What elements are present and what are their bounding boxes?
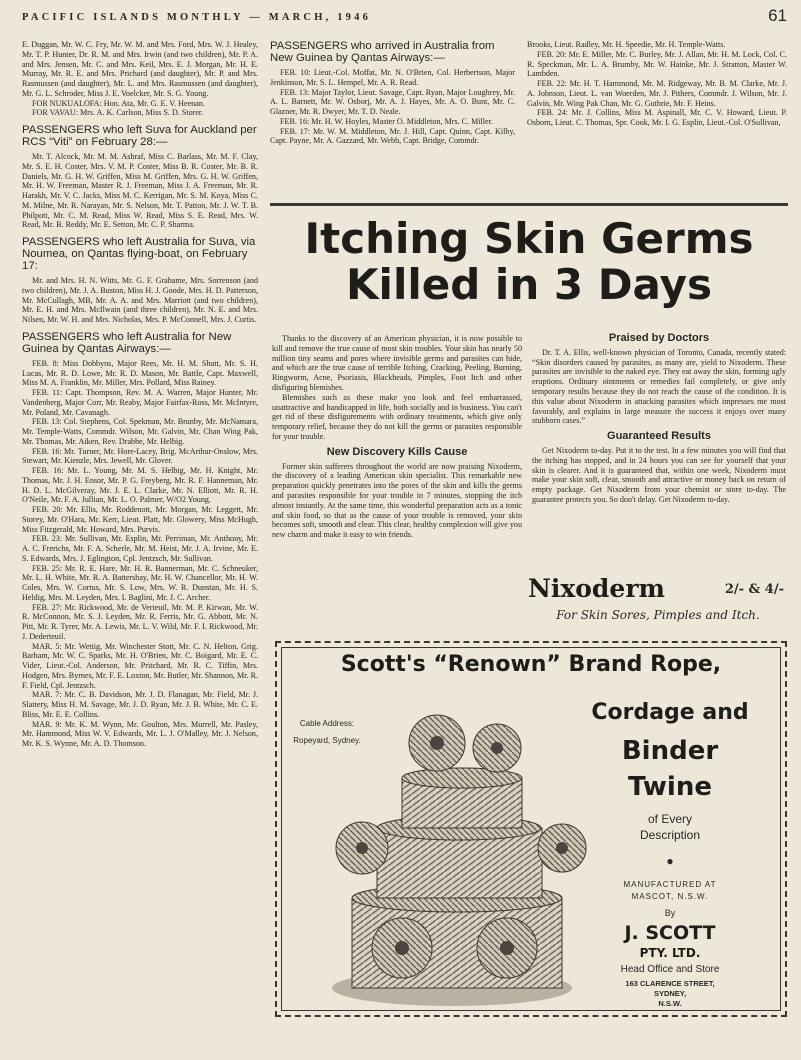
list-item: FEB. 17: Mr. W. M. Middleton, Mr. J. Hill, Capt. Quinn, Capt. Kilby, Capt. Payne, Mr. A. Gazzard, Mr. Webb, Capt. Bridge, Commdr. [270, 126, 515, 146]
ad-body-right [532, 334, 786, 505]
passenger-list-continued: E. Duggan, Mr. W. C. Fry, Mr. W. M. and Mrs. Ford, Mrs. W. J. Healey, Mr. T. P. Hunter, Dr. R. M. and Mrs. Irwin (and two children), Mr. P. A. and Mrs. Jensen, Mr. C. and Mrs. Keil, Mrs. E. J. Morgan, Mr. H. E. Murray, Mr. R. E. and Mrs. Prichard (and daughter), Mr. P. and Mrs. Rasmussen (and daughter), Mr. L. and Mrs. Rasmussen (and daughter), Mr. G. L. Schroder, Miss J. E. Voelcker, Mr. S. G. Young. [22, 40, 258, 98]
ad-body-left [272, 334, 522, 540]
head-office-label: Head Office and Store [620, 964, 720, 975]
page-number: 61 [768, 6, 787, 25]
list-item: FEB. 10: Lieut.-Col. Moffat, Mr. N. O'Brien, Col. Herbertson, Major Jenkinson, Mr. S. L. Hempel, Mr. A. R. Read. [270, 68, 515, 87]
subhead-new-discovery: New Discovery Kills Cause [326, 445, 468, 458]
cable-value: Ropeyard, Sydney. [293, 736, 361, 745]
list-item: MAR. 9: Mr. K. M. Wynn, Mr. Goulton, Mrs. Murrell, Mr. Pasley, Mr. Hammond, Miss W. V. Edwards, Mr. L. J. O'Malley, Mr. J. Nelson, Mr. K. S. Wynne, Mr. A. D. Thomson. [22, 719, 258, 748]
list-item: MAR. 5: Mr. Wettig, Mr. Winchester Stott, Mr. C. N. Helton, Grig. Barham, Mr. W. C. Sparks, Mr. H. O'Brien, Mr. C. Boigard, Mr. E. C. Vider, Lieut.-Col. Anderson, Mr. Pritchard, Mr. R. C. Tiffin, Mrs. Hodgen, Mrs. Byrnes, Mr. F. E. Loxton, Mr. Butler, Mr. Shannon, Mr. R. F. Field, Cpl. Jentzsch. [22, 641, 258, 690]
brand-name: Nixoderm [528, 574, 665, 603]
ad-line-of-every: of Every [647, 812, 692, 826]
subhead-praised: Praised by Doctors [608, 332, 710, 344]
page-header [22, 6, 787, 28]
passenger-list-suva-noumea: Mr. and Mrs. H. N. Witts, Mr. G. F. Grahame, Mrs. Sorrenson (and two children), Mr. J. A. Buston, Miss H. J. Goode, Mrs. H. D. Patterson, Mr. McCullagh, MB, Mr. A. A. and Mrs. Marriott (and two children), Mr. E. H. and Mrs. McIlwain (and three children), Mr. N. E. and Mrs. Nilsen, Mr. W. H. and Mrs. Nicholas, Mrs. P. McConnell, Mrs. J. Curtis. [22, 276, 258, 324]
list-item: FEB. 24: Mr. J. Collins, Miss M. Aspinall, Mr. C. V. Howard, Lieut. P. Osborn, Lieut. C. Thomas, Spr. Cook, Mr. I. G. Esplin, Lieut.-Col. O'Sullivan, [527, 108, 787, 127]
list-item: FEB. 25: Mr. R. E. Hare, Mr. H. R. Bannerman, Mr. C. Schneuker, Mr. L. H. White, Mr. R. A. Battersbay, Mr. H. W. Chancellor, Mr. H. W. Coles, Mrs. W. Cortus, Mr. S. Low, Mrs. W. R. Dunstan, Mr. H. S. Heldig, Mrs. M. Leyden, Mrs. I. Baglini, Mr. J. C. Archer. [22, 563, 258, 602]
headline-line-1: Itching Skin Germs [304, 214, 754, 263]
cable-label: Cable Address: [299, 719, 355, 728]
list-item: FEB. 13: Col. Stephens, Col. Spekman, Mr. Brunby, Mr. McNamara, Mr. Temple-Watts, Commdr. Wilson, Mr. Galvin, Mr. Chan Wing Pak, Mr. Thomas, Mr. Aiken, Rev. Drabbe, Mr. Helbig. [22, 417, 258, 446]
bullet-icon: ● [666, 854, 674, 868]
list-item: FEB. 27: Mr. Rickwood, Mr. de Verteuil, Mr. M. P. Kirwan, Mr. W. R. McConnon, Mr. S. J. Leyden, Mr. R. Ferris, Mr. G. Abbott, Mr. N. Pitt, Mr. R. Tyrer, Mr. A. Lewis, Mr. L. V. Wild, Mr. F. I. Rickwood, Mr. J. Dederteuil. [22, 602, 258, 641]
section-title-arrivals: PASSENGERS who arrived in Australia from New Guinea by Qantas Airways:— [270, 40, 495, 64]
company-suffix: PTY. LTD. [639, 946, 701, 960]
nixoderm-advertisement [270, 203, 788, 631]
headline-line-2: Killed in 3 Days [346, 260, 712, 309]
subhead-guaranteed: Guaranteed Results [607, 430, 711, 443]
column-3 [527, 40, 787, 128]
passenger-list-nukualofa: FOR NUKUALOFA: Hon. Ata, Mr. G. E. V. Heenan. [32, 98, 205, 108]
list-item: FEB. 16: Mr. Turner, Mr. Hore-Lacey, Brig. McArthur-Onslow, Mrs. Stewart, Mr. Kienzle, Mrs. Jewell, Mr. Glover. [22, 446, 258, 466]
ad-line-binder: Binder [621, 736, 719, 766]
ad-headline [270, 216, 788, 308]
ad-line-description: Description [639, 828, 701, 842]
list-item: MAR. 7: Mr. C. B. Davidson, Mr. J. D. Flanagan, Mr. Field, Mr. J. Slattery, Miss H. M. Savage, Mr. J. D. Ryan, Mr. J. B. White, Mr. C. E. Bliss, Mr. E. E. Collins. [22, 690, 258, 719]
ad-paragraph: Get Nixoderm to-day. Put it to the test. In a few minutes you will find that the itching has stopped, and in 24 hours you can see for yourself that your skin is clearer. And it is guaranteed that, within one week, Nixoderm must make your skin soft, clear, smooth and attractive or money back on return of empty package. Get Nixoderm from your chemist or store to-day. The guarantee protects you. So don't delay. Get Nixoderm to-day. [532, 445, 786, 504]
section-title-viti: PASSENGERS who left Suva for Auckland per RCS “Viti” on February 28:— [22, 124, 257, 148]
scott-rope-advertisement [275, 641, 787, 1017]
list-item: FEB. 8: Miss Dobbyns, Major Rees, Mr. H. M. Shutt, Mr. S. H. Lucas, Mr. R. D. Lowe, Mr. R. D. Mason, Mr. Battle, Capt. Maxwell, Miss M. A. Franklin, Mr. Miller, Mrs. Pollard, Miss Rainey. [22, 358, 258, 388]
section-title-new-guinea-departures: PASSENGERS who left Australia for New Guinea by Qantas Airways:— [22, 330, 232, 355]
list-item: FEB. 20: Mr. E. Miller, Mr. C. Burley, Mr. J. Allan, Mr. H. M. Lock, Col. C. R. Speckman, Mr. L. A. Brumby, Mr. W. Hainke, Mr. J. Stratton, Master W. Lambden. [527, 49, 787, 79]
list-item: FEB. 16: Mr. H. W. Hoyles, Master O. Middleton, Mrs. C. Miller. [280, 116, 493, 126]
price: 2/- & 4/- [724, 582, 784, 597]
by-label: By [664, 908, 676, 918]
address-line-2: SYDNEY, [653, 989, 687, 998]
ad-paragraph: Dr. T. A. Ellis, well-known physician of Toronto, Canada, recently stated: “Skin disorders caused by parasites, as many are, yield to Nixoderm. These parasites are invisible to the naked eye. They eat away the skin, forming ugly eruptions. Ordinary ointments or remedies fail completely, or give only temporary results because they do not reach the cause of the condition. It is this value about Nixoderm in attacking parasites which impresses me most favorably, and explains in large measure the success it enjoys over many stubborn cases.” [532, 347, 786, 426]
passenger-list-vavau: FOR VAVAU: Mrs. A. K. Carlson, Miss S. D. Storer. [32, 108, 204, 118]
list-item: FEB. 16: Mr. L. Young, Mr. M. S. Helbig, Mr. H. Knight, Mr. Thomas, Mr. J. H. Ensor, Mr. P. G. Freyberg, Mr. R. F. Hanneman, Mr. H. D. L. McGilveray, Mr. J. E. L. Clarke, Mr. N. Elliott, Mr. R. H. O'Neile, Mr. F. A. Jullian, Mr. L. O. Palmer, W/O2 Young. [22, 466, 258, 505]
list-item: FEB. 13: Major Taylor, Lieut. Savage, Capt. Ryan, Major Loughrey, Mr. A. L. Barnett, Mr. W. Osborj, Mr. A. J. Hayes, Mr. A. O. Bunt, Mr. C. Glazner, Mr. R. Dwyer, Mr. T. D. Neale. [270, 87, 515, 116]
ad-title: Scott's “Renown” Brand Rope, [340, 652, 722, 677]
list-item: Brooks, Lieut. Radley, Mr. H. Speedie, Mr. H. Temple-Watts. [527, 40, 726, 49]
company-name: J. SCOTT [624, 922, 716, 944]
address-line-3: N.S.W. [658, 999, 682, 1008]
ad-line-cordage: Cordage and [591, 700, 749, 725]
ad-paragraph: Thanks to the discovery of an American physician, it is now possible to kill and remove the true cause of most skin troubles. Your skin has nearly 50 million tiny seams and pores where invisible germs and parasites can hide, and which are the true cause of terrible Itching, Cracking, Peeling, Burning, Ringworm, Acne, Psoriasis, Blackheads, Pimples, Foot Itch and other disfiguring blemishes. [272, 334, 522, 392]
column-1 [22, 40, 258, 749]
tagline: For Skin Sores, Pimples and Itch. [556, 608, 760, 622]
ad-frame [281, 647, 781, 1011]
list-item: FEB. 11: Capt. Thompson, Rev. M. A. Warren, Major Hunter, Mr. Vandenberg, Major Corr, Mr. Reaby, Major Fairfax-Ross, Mr. McIntyre, Mr. Poland, Mr. Cavanagh. [22, 388, 258, 417]
masthead: PACIFIC ISLANDS MONTHLY — MARCH, 1946 [22, 12, 372, 23]
list-item: FEB. 20: Mr. Ellis, Mr. Roddenott, Mr. Morgan, Mr. Leggett, Mr. Storey, Mr. O'Hara, Mr. Kerr, Lieut. Platt, Mr. Glowery, Miss McHugh, Miss Fitzgerald, Mr. Howard, Mrs. Purvis. [22, 505, 258, 534]
rope-coils-illustration [332, 698, 592, 1008]
brand-row [528, 574, 788, 604]
ad-line-twine: Twine [628, 772, 712, 802]
ad-paragraph: Blemishes such as these make you look and feel embarrassed, unattractive and handicapped in life, both socially and in business. You can't get rid of these disfigurements with ordinary treatments, which give only temporary relief, because they do not kill the germs or parasites responsible for your trouble. [272, 392, 522, 441]
list-item: FEB. 22: Mr. H. T. Hammond, Mr. M. Ridgeway, Mr. B. M. Clarke, Mr. J. A. Johnson, Lieut. L. van Woerden, Mr. J. Pithers, Commdr. J. Wilson, Mr. J. Galvin, Mr. Wing Pak Chan, Mr. G. Guthrie, Mr. F. Heins. [527, 79, 787, 108]
passenger-list-viti: Mr. T. Alcock, Mr. M. M. Ashraf, Miss C. Barlass, Mr. M. F. Clay, Mr. S. E. H. Coster, Mrs. V. M. P. Coster, Miss B. R. Coster, Mr. B. R. Daniels, Mr. G. H. W. Griffen, Miss M. Griffen, Mrs. G. H. W. Griffen, Mr. H. W. Freeman, Master R. J. Freeman, Miss J. A. Freeman, Mr. R. Harakh, Mr. V. C. Jacks, Miss M. C. Kerrigan, Mr. S. M. Koya, Miss C. M. Milne, Mr. R. Narayan, Mr. S. Nelson, Mr. T. Patton, Mr. J. W. T. B. Philpott, Mr. C. M. Read, Miss W. Read, Miss S. E. Read, Mrs. W. Read, Mr. B. Reddy, Mr. E. Setton, Mr. C. P. Sharma. [22, 152, 258, 230]
section-title-suva-noumea: PASSENGERS who left Australia for Suva, via Noumea, on Qantas flying-boat, on February 17: [22, 236, 256, 272]
ad-paragraph: Former skin sufferers throughout the world are now praising Nixoderm, the discovery of a leading American skin specialist. This remarkable new preparation quickly penetrates into the pores of the skin and kills the germs and parasites responsible for your trouble in 7 minutes, stopping the itch almost instantly. At the same time, this wonderful preparation acts as a tonic and skin food, so that as the cause of your trouble is removed, your skin becomes soft, smooth and clear. This clear, healthy complexion will give you new charm and make it easy to win friends. [272, 461, 522, 540]
manufactured-line-1: MANUFACTURED AT [623, 880, 717, 889]
column-2 [270, 40, 515, 146]
list-item: FEB. 23: Mr. Sullivan, Mr. Esplin, Mr. Perriman, Mr. Anthony, Mr. A. C. Frerichs, Mr. F. A. Scherle, Mr. M. Heist, Mr. J. A. Irvine, Mr. E. S. Edwards, Mrs. J. Eglington, Cpl. Jentzsch, Mr. Sullivan. [22, 534, 258, 563]
manufactured-line-2: MASCOT, N.S.W. [631, 892, 709, 901]
address-line-1: 163 CLARENCE STREET, [625, 979, 715, 988]
